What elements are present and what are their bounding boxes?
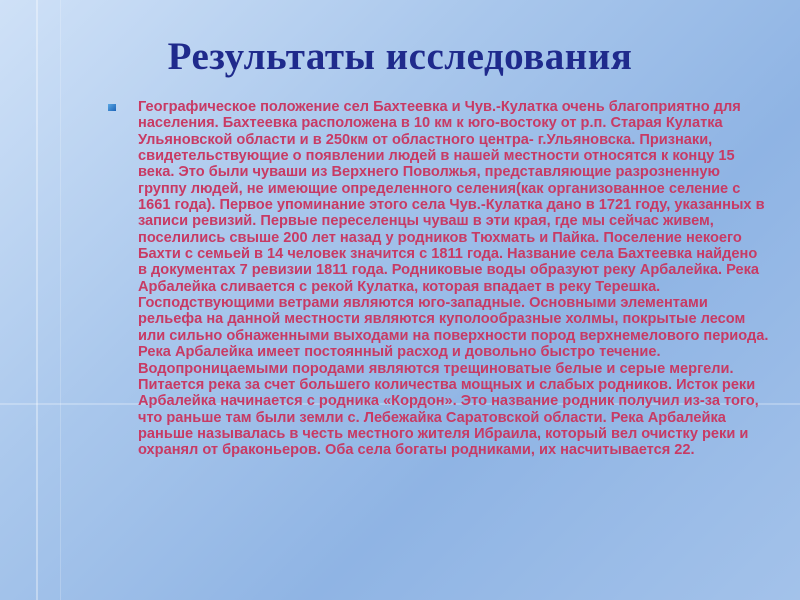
- decorative-vertical-line: [36, 0, 38, 600]
- slide-body-text: Географическое положение сел Бахтеевка и Чув.-Кулатка очень благоприятно для населения. Бахтеевка расположена в 10 км к юго-востоку от р.п. Старая Кулатка Ульяновской области и в 250км от областного центра- г.Ульяновска. Признаки, свидетельствующие о появлении людей в нашей местности относятся к концу 15 века. Это были чуваши из Верхнего Поволжья, представляющие разрозненную группу людей, не имеющие определенного селения(как организованное селение с 1661 года). Первое упоминание этого села Чув.-Кулатка дано в 1721 году, указанных в записи ревизий. Первые переселенцы чуваш в эти края, где мы сейчас живем, поселились свыше 200 лет назад у родников Тюхмать и Пайка. Поселение некоего Бахти с семьей в 14 человек значится с 1811 года. Название села Бахтеевка найдено в документах 7 ревизии 1811 года. Родниковые воды образуют реку Арбалейка. Река Арбалейка сливается с рекой Кулатка, которая впадает в реку Терешка. Господствующими ветрами являются юго-западные. Основными элементами рельефа на данной местности являются куполообразные холмы, покрытые лесом или сильно обнаженными выходами на поверхности пород верхнемелового периода. Река Арбалейка имеет постоянный расход и довольно быстро течение. Водопроницаемыми породами являются трещиноватые белые и серые мергели. Питается река за счет большего количества мощных и слабых родников. Исток реки Арбалейка начинается с родника «Кордон». Это название родник получил из-за того, что раньше там были земли с. Лебежайка Саратовской области. Река Арбалейка раньше называлась в честь местного жителя Ибраила, который вел очистку реки и охранял от браконьеров. Оба села богаты родниками, их насчитывается 22.: [138, 99, 769, 459]
- square-bullet-icon: [108, 104, 116, 111]
- decorative-vertical-line-thin: [60, 0, 61, 600]
- slide-title: Результаты исследования: [167, 35, 633, 78]
